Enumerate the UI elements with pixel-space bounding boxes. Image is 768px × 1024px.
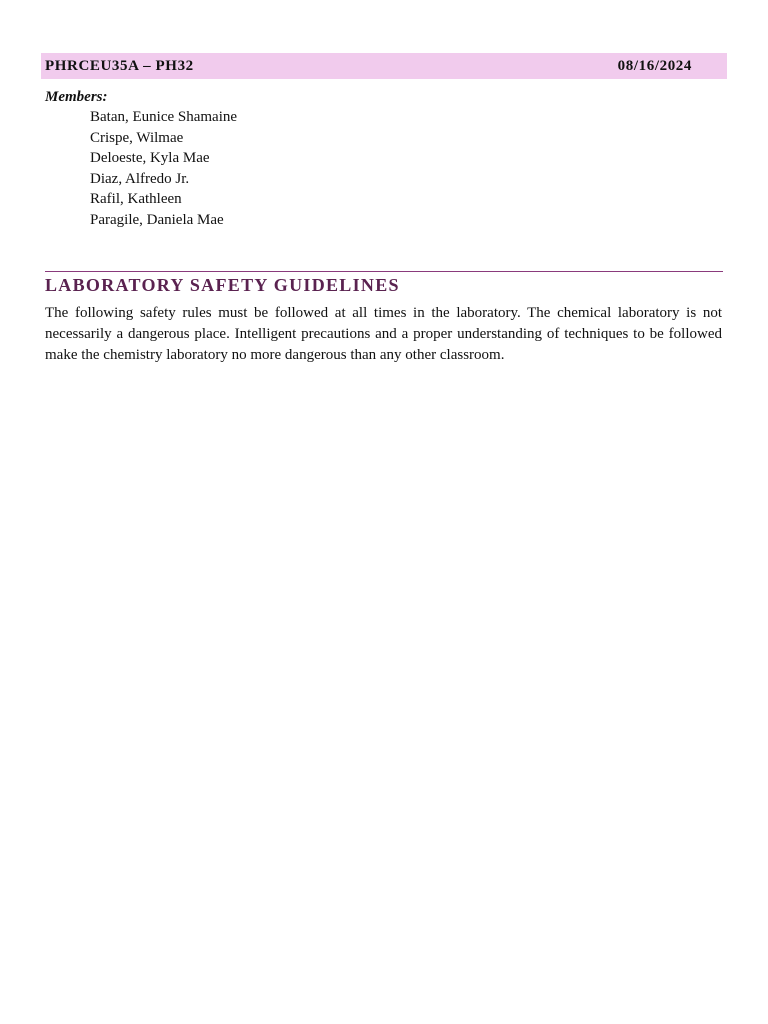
- document-date: 08/16/2024: [617, 58, 692, 74]
- member-name: Paragile, Daniela Mae: [90, 211, 224, 228]
- member-name: Batan, Eunice Shamaine: [90, 109, 238, 125]
- section-body-paragraph: The following safety rules must be followed at all times in the laboratory. The chemical laboratory is not necessarily a dangerous place. Intelligent precautions and a proper understanding of techniques to be followed make the chemistry laboratory no more dangerous than any other classroom.: [45, 305, 722, 363]
- member-name: Deloeste, Kyla Mae: [90, 150, 210, 167]
- section-divider: [45, 271, 723, 272]
- members-label: Members:: [45, 89, 108, 105]
- member-name: Rafil, Kathleen: [90, 191, 182, 208]
- member-name: Diaz, Alfredo Jr.: [90, 170, 190, 187]
- member-name: Crispe, Wilmae: [90, 129, 184, 146]
- header-bar: [41, 53, 727, 79]
- course-code: PHRCEU35A – PH32: [45, 58, 194, 74]
- section-heading: LABORATORY SAFETY GUIDELINES: [45, 275, 400, 295]
- members-list: [90, 107, 237, 231]
